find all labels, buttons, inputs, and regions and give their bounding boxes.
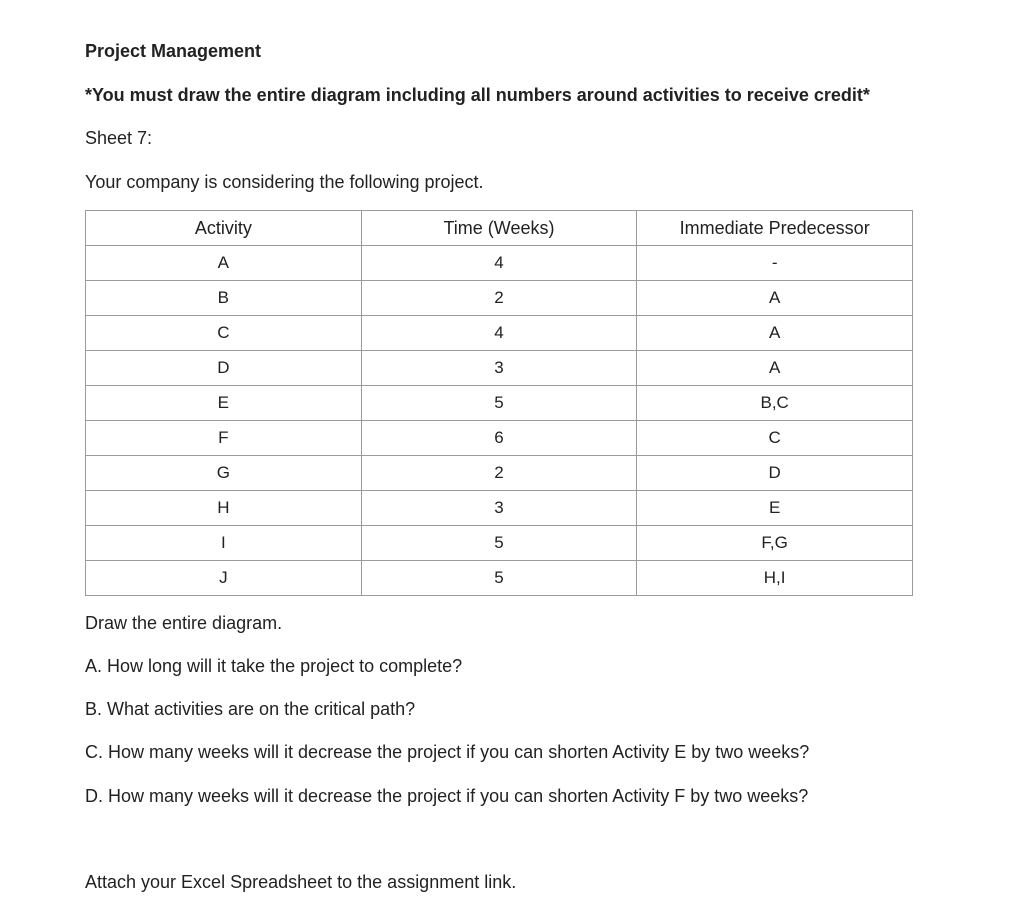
draw-instruction: Draw the entire diagram. [85, 613, 283, 633]
time-cell: 5 [361, 561, 637, 596]
time-cell: 4 [361, 316, 637, 351]
predecessor-cell: B,C [637, 386, 913, 421]
predecessor-cell: H,I [637, 561, 913, 596]
table-header-row [86, 211, 913, 246]
question-b: B. What activities are on the critical path? [85, 699, 416, 719]
time-cell: 2 [361, 456, 637, 491]
table-row [86, 456, 913, 491]
time-cell: 6 [361, 421, 637, 456]
predecessor-cell: - [637, 246, 913, 281]
table-row [86, 316, 913, 351]
credit-notice: *You must draw the entire diagram including all numbers around activities to receive credit* [85, 85, 870, 105]
activity-cell: D [86, 351, 362, 386]
question-c: C. How many weeks will it decrease the project if you can shorten Activity E by two weeks? [85, 742, 810, 762]
predecessor-cell: A [637, 351, 913, 386]
activity-cell: G [86, 456, 362, 491]
predecessor-cell: C [637, 421, 913, 456]
table-row [86, 526, 913, 561]
time-cell: 3 [361, 351, 637, 386]
intro-text: Your company is considering the following project. [85, 172, 484, 192]
table-row [86, 491, 913, 526]
predecessor-cell: A [637, 316, 913, 351]
predecessor-cell: E [637, 491, 913, 526]
table-row [86, 386, 913, 421]
activity-cell: I [86, 526, 362, 561]
activity-cell: H [86, 491, 362, 526]
activity-cell: J [86, 561, 362, 596]
activity-cell: A [86, 246, 362, 281]
time-cell: 5 [361, 386, 637, 421]
time-cell: 5 [361, 526, 637, 561]
table-row [86, 281, 913, 316]
column-header-predecessor: Immediate Predecessor [637, 211, 913, 246]
predecessor-cell: D [637, 456, 913, 491]
table-row [86, 351, 913, 386]
page-title: Project Management [85, 41, 262, 61]
time-cell: 4 [361, 246, 637, 281]
activity-cell: B [86, 281, 362, 316]
table-row [86, 421, 913, 456]
predecessor-cell: A [637, 281, 913, 316]
table-row [86, 561, 913, 596]
time-cell: 3 [361, 491, 637, 526]
attach-instruction: Attach your Excel Spreadsheet to the assignment link. [85, 872, 517, 892]
activity-table [85, 210, 913, 596]
question-d: D. How many weeks will it decrease the project if you can shorten Activity F by two weeks? [85, 786, 809, 806]
activity-cell: F [86, 421, 362, 456]
column-header-time: Time (Weeks) [361, 211, 637, 246]
activity-cell: C [86, 316, 362, 351]
question-a: A. How long will it take the project to complete? [85, 656, 463, 676]
activity-cell: E [86, 386, 362, 421]
sheet-label: Sheet 7: [85, 128, 153, 148]
column-header-activity: Activity [86, 211, 362, 246]
table-row [86, 246, 913, 281]
time-cell: 2 [361, 281, 637, 316]
predecessor-cell: F,G [637, 526, 913, 561]
